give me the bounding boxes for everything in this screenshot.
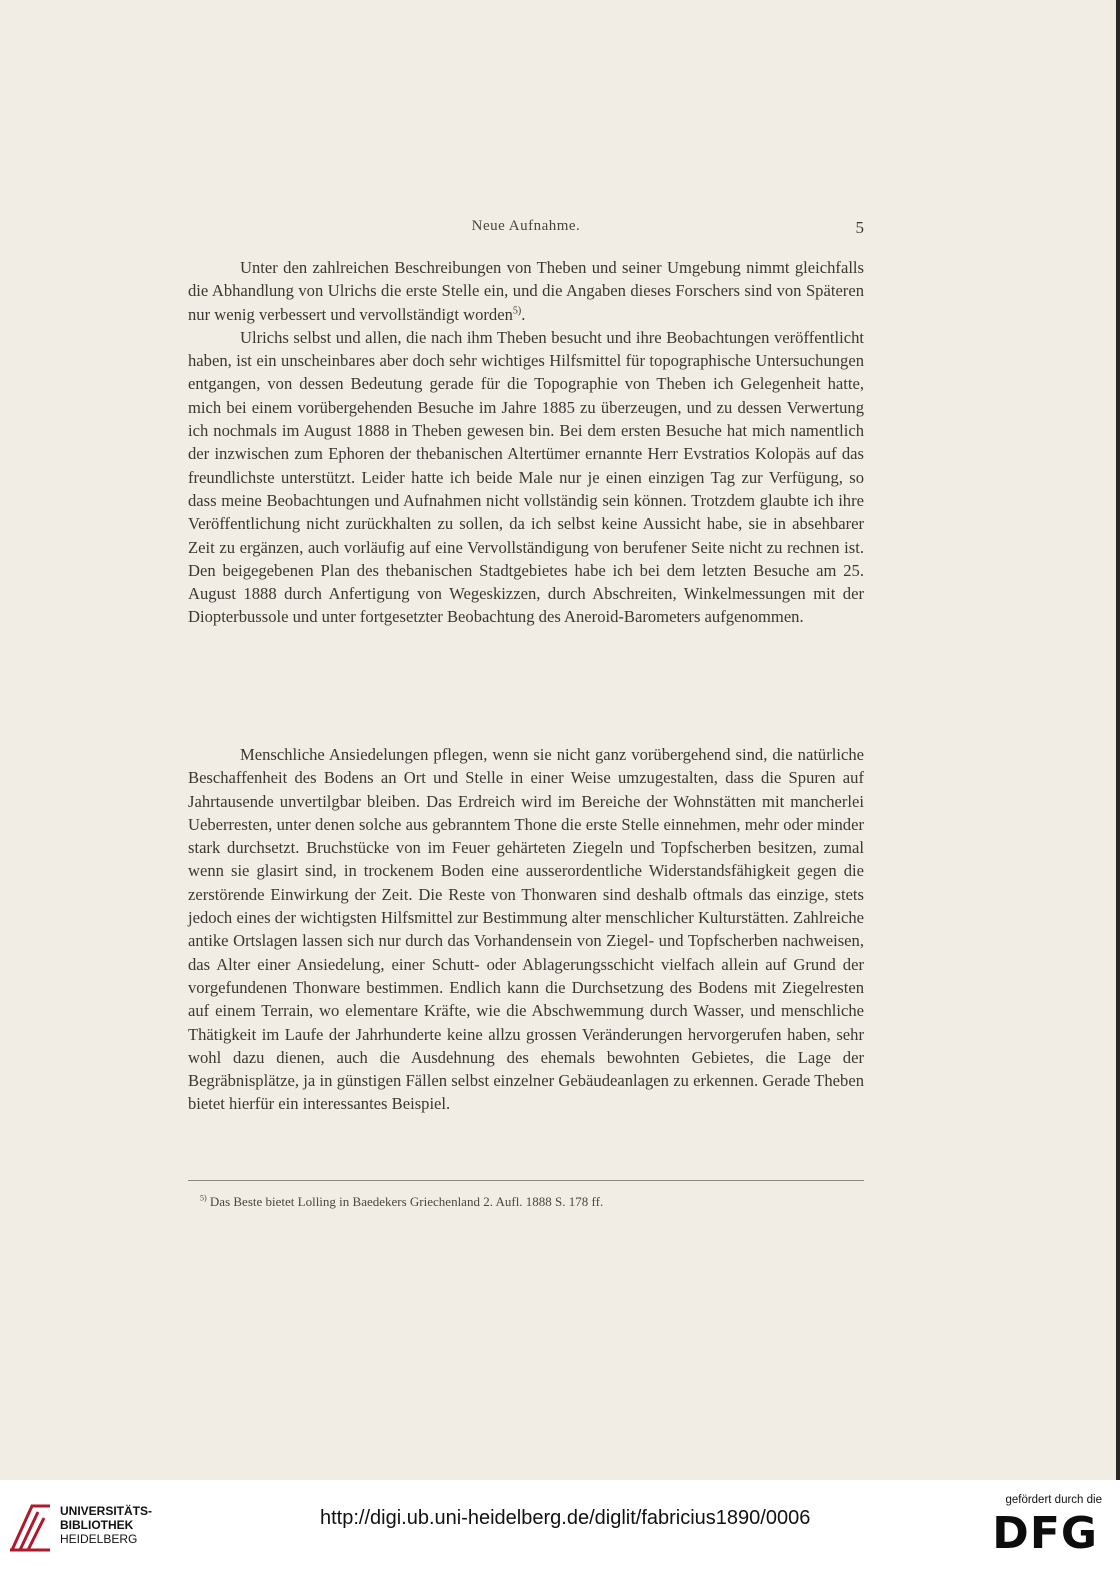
paragraph-end: .	[521, 304, 526, 324]
library-name-line: BIBLIOTHEK	[60, 1518, 134, 1532]
paragraph	[188, 256, 864, 326]
section-1	[188, 256, 864, 629]
digitization-footer	[0, 1480, 1120, 1571]
dfg-logo[interactable]: DFG	[992, 1508, 1098, 1559]
page-number: 5	[855, 218, 864, 237]
paragraph-text: Unter den zahlreichen Beschreibungen von Theben und seiner Umgebung nimmt gleichfalls die Abhandlung von Ulrichs die erste Stelle ein, und die Angaben dieses Forschers sind von Späteren nur wenig verbessert und vervollständigt worden	[188, 258, 864, 324]
permalink-url[interactable]: http://digi.ub.uni-heidelberg.de/diglit/fabricius1890/0006	[320, 1507, 811, 1529]
scan-edge	[1116, 0, 1120, 1480]
footnote-text: Das Beste bietet Lolling in Baedekers Griechenland 2. Aufl. 1888 S. 178 ff.	[209, 1194, 604, 1209]
running-head	[188, 218, 864, 240]
section-2	[188, 743, 864, 1116]
paragraph: Menschliche Ansiedelungen pflegen, wenn sie nicht ganz vorübergehend sind, die natürliche Beschaffenheit des Bodens an Ort und Stelle in einer Weise umzugestalten, dass die Spuren auf Jahrtausende unvertilgbar bleiben. Das Erdreich wird im Bereiche der Wohnstätten mit mancherlei Ueberresten, unter denen solche aus gebranntem Thone die erste Stelle einnehmen, mehr oder minder stark durchsetzt. Bruchstücke von im Feuer gehärteten Ziegeln und Topfscherben besitzen, zumal wenn sie glasirt sind, in trockenem Boden eine ausserordentliche Widerstandsfähigkeit gegen die zerstörende Einwirkung der Zeit. Die Reste von Thonwaren sind deshalb oftmals das einzige, stets jedoch eines der wichtigsten Hilfsmittel zur Bestimmung alter menschlicher Kulturstätten. Zahlreiche antike Ortslagen lassen sich nur durch das Vorhandensein von Ziegel- und Topfscherben nachweisen, das Alter einer Ansiedelung, einer Schutt- oder Ablagerungsschicht vielfach allein auf Grund der vorgefundenen Thonware bestimmen. Endlich kann die Durchsetzung des Bodens mit Ziegelresten auf einem Terrain, wo elementare Kräfte, wie die Abschwemmung durch Wasser, und menschliche Thätigkeit im Laufe der Jahrhunderte keine allzu grossen Veränderungen hervorgerufen haben, sehr wohl dazu dienen, auch die Ausdehnung des ehemals bewohnten Gebietes, die Lage der Begräbnisplätze, ja in günstigen Fällen selbst einzelner Gebäudeanlagen zu erkennen. Gerade Theben bietet hierfür ein interessantes Beispiel.	[188, 745, 864, 1114]
footnote-marker: 5)	[200, 1193, 207, 1203]
library-name-line: UNIVERSITÄTS-	[60, 1504, 153, 1518]
footnote	[200, 1193, 864, 1211]
footnote-divider	[188, 1180, 864, 1181]
library-name[interactable]	[60, 1504, 152, 1546]
library-name-line: HEIDELBERG	[60, 1532, 138, 1546]
footnote-reference[interactable]: 5)	[512, 305, 522, 317]
paragraph: Ulrichs selbst und allen, die nach ihm Theben besucht und ihre Beobachtungen veröffentlicht haben, ist ein unscheinbares aber doch sehr wichtiges Hilfsmittel für topographische Untersuchungen entgangen, von dessen Bedeutung gerade für die Topographie von Theben ich Gelegenheit hatte, mich bei einem vorübergehenden Besuche im Jahre 1885 zu überzeugen, und zu dessen Verwertung ich nochmals im August 1888 in Theben gewesen bin. Bei dem ersten Besuche hat mich namentlich der inzwischen zum Ephoren der thebanischen Altertümer ernannte Herr Evstratios Kolopäs auf das freundlichste unterstützt. Leider hatte ich beide Male nur je einen einzigen Tag zur Verfügung, so dass meine Beobachtungen und Aufnahmen nicht vollständig sein können. Trotzdem glaubte ich ihre Veröffentlichung nicht zurückhalten zu sollen, da ich selbst keine Aussicht habe, sie in absehbarer Zeit zu ergänzen, auch vorläufig auf eine Vervollständigung von berufener Seite nicht zu rechnen ist. Den beigegebenen Plan des thebanischen Stadtgebietes habe ich bei dem letzten Besuche am 25. August 1888 durch Anfertigung von Wegeskizzen, durch Abschreiten, Winkelmessungen mit der Diopterbussole und unter fortgesetzter Beobachtung des Aneroid-Barometers aufgenommen.	[188, 327, 864, 627]
library-logo-icon[interactable]	[6, 1498, 54, 1556]
sponsor-caption: gefördert durch die	[1005, 1494, 1102, 1506]
page-header-title: Neue Aufnahme.	[471, 218, 581, 234]
